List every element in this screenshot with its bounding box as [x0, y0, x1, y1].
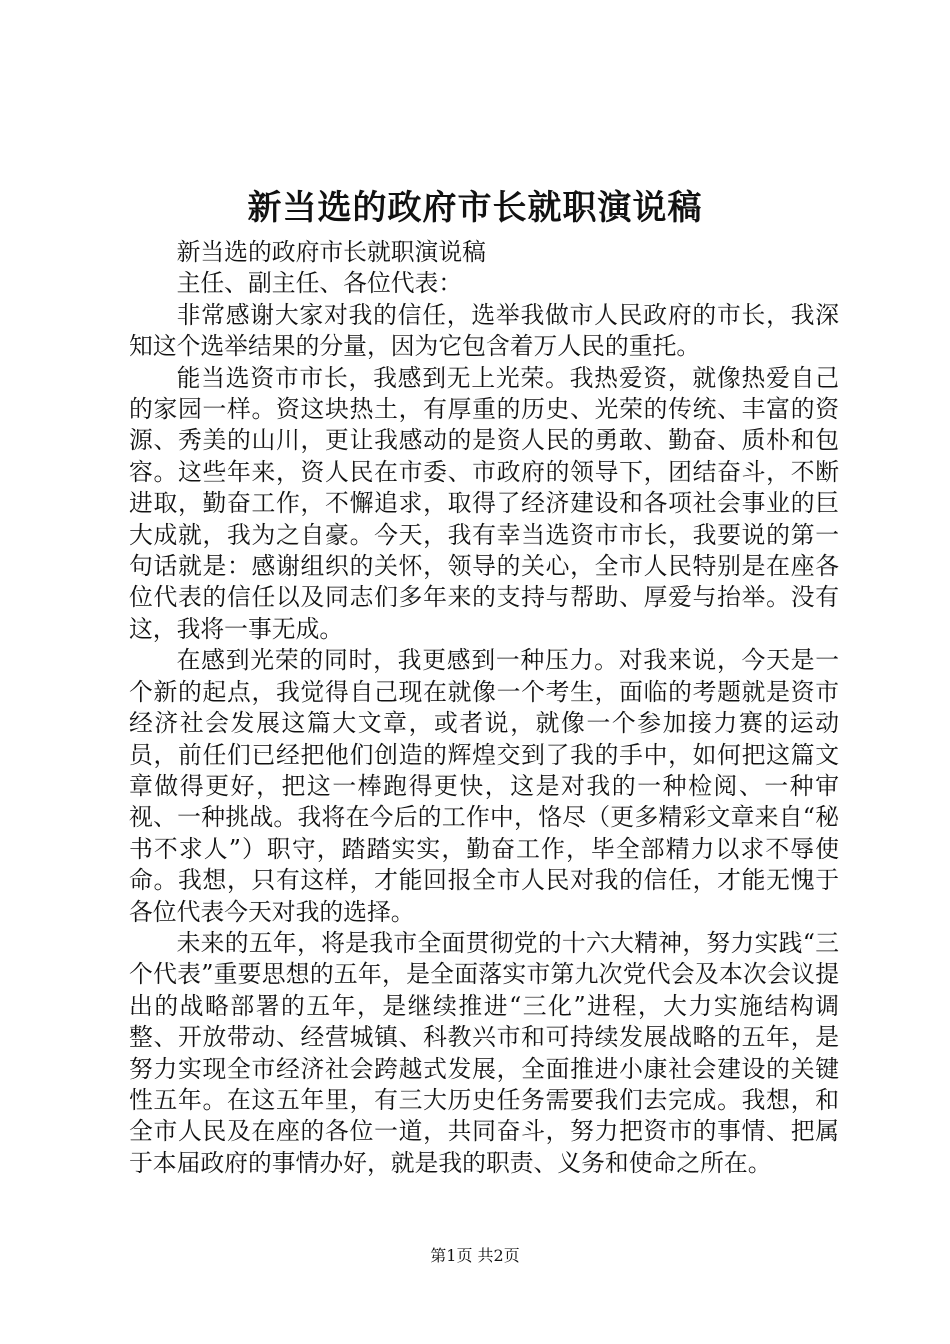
- paragraph-honor: 能当选资市市长，我感到无上光荣。我热爱资，就像热爱自己的家园一样。资这块热土，有厚重的历史、光荣的传统、丰富的资源、秀美的山川，更让我感动的是资人民的勇敢、勤奋、质朴和包容。这些年来，资人民在市委、市政府的领导下，团结奋斗，不断进取，勤奋工作，不懈追求，取得了经济建设和各项社会事业的巨大成就，我为之自豪。今天，我有幸当选资市市长，我要说的第一句话就是：感谢组织的关怀，领导的关心，全市人民特别是在座各位代表的信任以及同志们多年来的支持与帮助、厚爱与抬举。没有这，我将一事无成。: [129, 363, 839, 643]
- paragraph-salutation: 主任、副主任、各位代表：: [176, 269, 463, 298]
- page-indicator: 第1页 共2页: [430, 1246, 520, 1265]
- paragraph-future: 未来的五年，将是我市全面贯彻党的十六大精神，努力实践“三个代表”重要思想的五年，是全面落实市第九次党代会及本次会议提出的战略部署的五年，是继续推进“三化”进程，大力实施结构调整、开放带动、经营城镇、科教兴市和可持续发展战略的五年，是努力实现全市经济社会跨越式发展，全面推进小康社会建设的关键性五年。在这五年里，有三大历史任务需要我们去完成。我想，和全市人民及在座的各位一道，共同奋斗，努力把资市的事情、把属于本届政府的事情办好，就是我的职责、义务和使命之所在。: [129, 928, 839, 1177]
- document-title: 新当选的政府市长就职演说稿: [247, 188, 703, 228]
- paragraph-subtitle: 新当选的政府市长就职演说稿: [176, 238, 486, 266]
- paragraph-thanks: 非常感谢大家对我的信任，选举我做市人民政府的市长，我深知这个选举结果的分量，因为它包含着万人民的重托。: [129, 300, 839, 361]
- document-body: [129, 237, 839, 1179]
- paragraph-pressure: 在感到光荣的同时，我更感到一种压力。对我来说，今天是一个新的起点，我觉得自己现在就像一个考生，面临的考题就是资市经济社会发展这篇大文章，或者说，就像一个参加接力赛的运动员，前任们已经把他们创造的辉煌交到了我的手中，如何把这篇文章做得更好，把这一棒跑得更快，这是对我的一种检阅、一种审视、一种挑战。我将在今后的工作中，恪尽（更多精彩文章来自“秘书不求人”）职守，踏踏实实，勤奋工作，毕全部精力以求不辱使命。我想，只有这样，才能回报全市人民对我的信任，才能无愧于各位代表今天对我的选择。: [129, 646, 839, 926]
